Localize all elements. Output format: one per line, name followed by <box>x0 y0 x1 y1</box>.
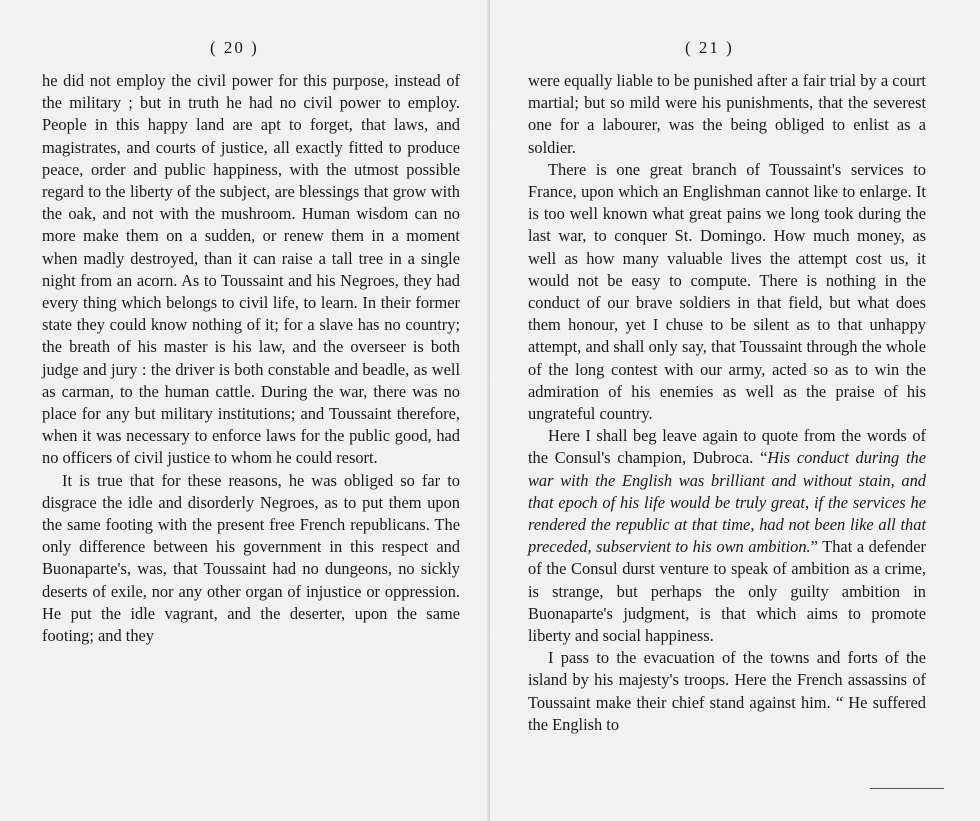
quote-intro: Here I shall beg leave again to quote from the words of the Consul's champion, Dubroca. “ <box>528 426 926 468</box>
left-page-number: ( 20 ) <box>210 38 259 57</box>
paragraph: There is one great branch of Toussaint's services to France, upon which an Englishman cannot like to enlarge. It is too well known what great pains we long took during the last war, to conquer St. Domingo. How much money, as well as how many valuable lives the attempt cost us, it would not be easy to compute. There is nothing in the conduct of our brave soldiers in that field, but what does them honour, yet I chuse to be silent as to that unhappy attempt, and shall only say, that Toussaint through the whole of the long contest with our army, acted so as to win the admiration of his enemies as well as the praise of his ungrateful country. <box>528 159 926 424</box>
paragraph: I pass to the evacuation of the towns and forts of the island by his majesty's troops. Here the French assassins of Toussaint make their chief stand against him. “ He suffered the English to <box>528 648 926 734</box>
quote-commentary: ” That a defender of the Consul durst venture to speak of ambition as a crime, is strange, but perhaps the only guilty ambition in Buonaparte's judgment, is that which aims to promote liberty and social happiness. <box>528 537 926 646</box>
right-page-text <box>528 70 926 736</box>
paragraph <box>528 425 926 647</box>
paragraph: were equally liable to be punished after a fair trial by a court martial; but so mild were his punishments, that the severest one for a labourer, was the being obliged to enlist as a soldier. <box>528 71 926 157</box>
right-page-number: ( 21 ) <box>685 38 734 57</box>
paragraph: he did not employ the civil power for this purpose, instead of the military ; but in truth he had no civil power to employ. People in this happy land are apt to forget, that laws, and magistrates, and courts of justice, all exactly fitted to produce peace, order and public happiness, with the utmost possible regard to the liberty of the subject, are blessings that grow with the oak, and not with the mushroom. Human wisdom can no more make them on a sudden, or renew them in a moment when madly destroyed, than it can raise a tall tree in a single night from an acorn. As to Toussaint and his Negroes, they had every thing which belongs to civil life, to learn. In their former state they could know nothing of it; for a slave has no country; the breath of his master is his law, and the overseer is both judge and jury : the driver is both constable and beadle, as well as carman, to the human cattle. During the war, there was no place for any but military institutions; and Toussaint therefore, when it was necessary to enforce laws for the public good, had no officers of civil justice to whom he could resort. <box>42 71 460 468</box>
right-page <box>490 0 980 821</box>
left-page-text <box>42 70 460 647</box>
catchword-rule <box>870 788 944 789</box>
italic-quotation: His conduct during the war with the English was brilliant and without stain, and that epoch of his life would be truly great, if the services he rendered the republic at that time, had not been like all that preceded, subservient to his own ambition. <box>528 448 927 557</box>
paragraph: It is true that for these reasons, he was obliged so far to disgrace the idle and disorderly Negroes, as to put them upon the same footing with the present free French republicans. The only difference between his government in this respect and Buonaparte's, was, that Toussaint had no dungeons, no sickly deserts of exile, nor any other organ of injustice or oppression. He put the idle vagrant, and the deserter, upon the same footing; and they <box>42 470 460 646</box>
